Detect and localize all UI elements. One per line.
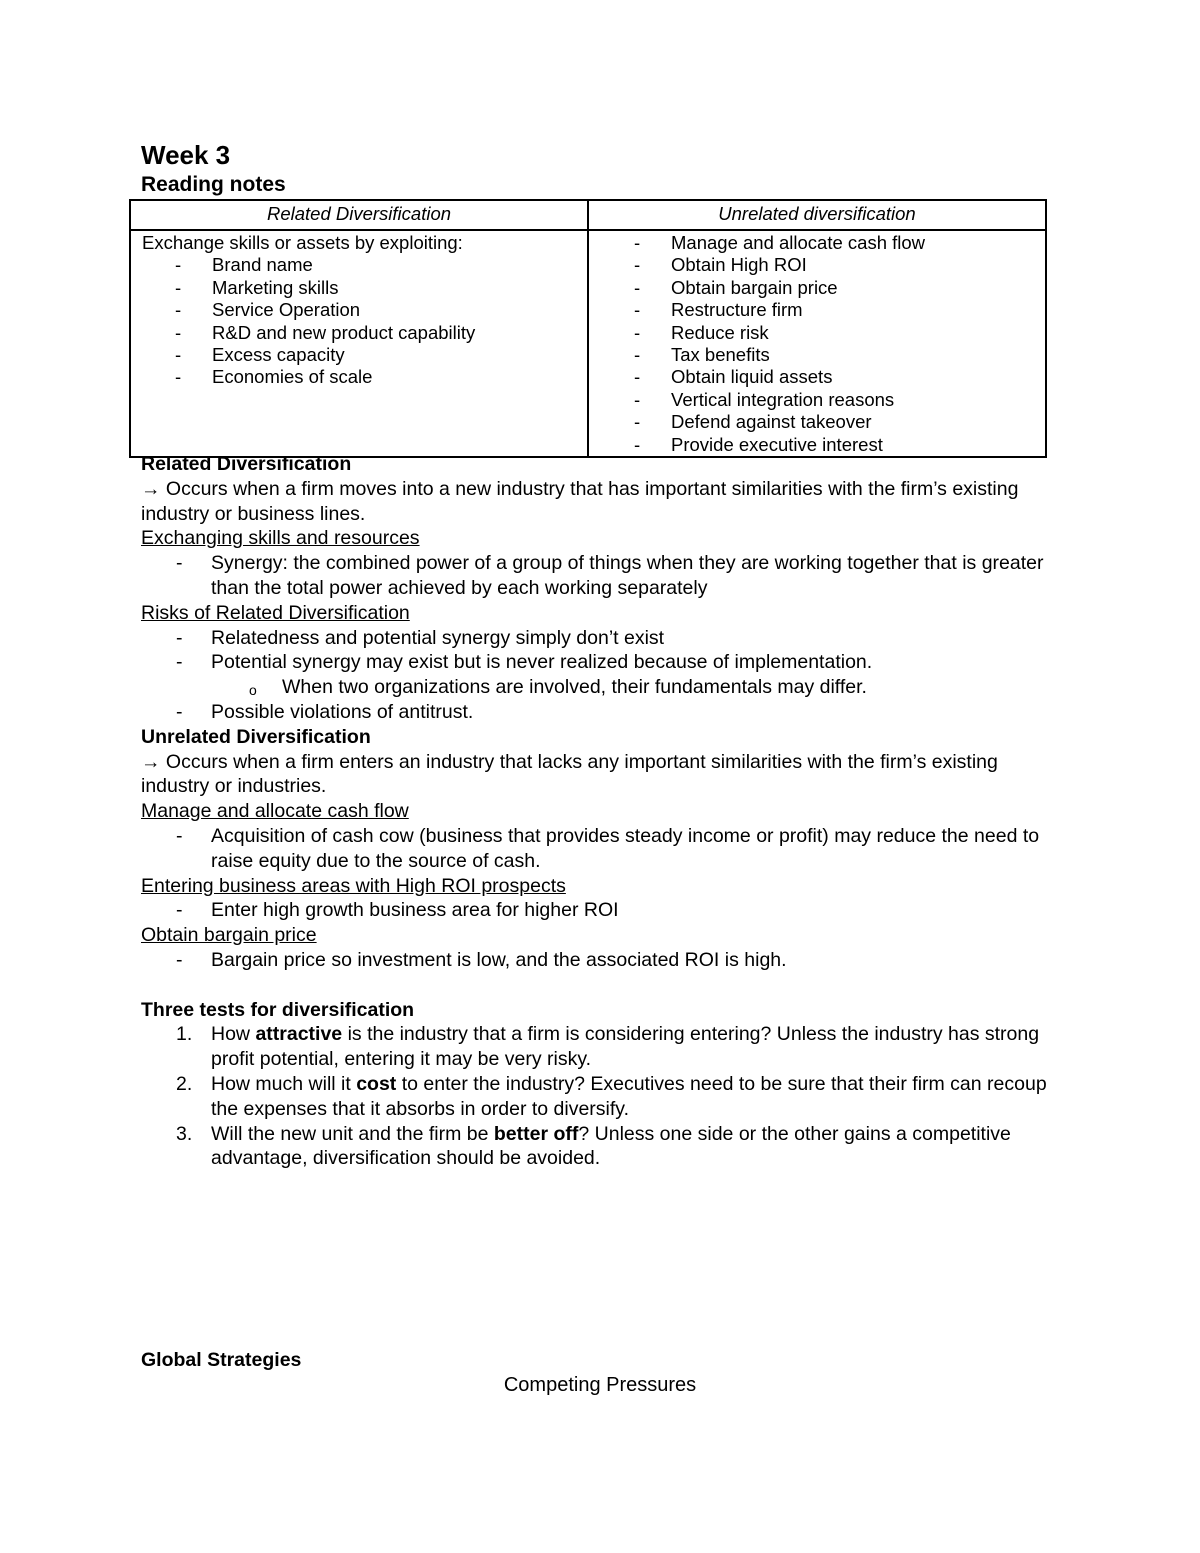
list-item: - Reduce risk: [634, 321, 769, 343]
section-subtitle: Reading notes: [141, 173, 286, 196]
related-subheading-synergy: Exchanging skills and resources: [141, 527, 420, 550]
list-item: - Manage and allocate cash flow: [634, 232, 926, 253]
list-item: - Potential synergy may exist but is never realized because of implementation.: [176, 651, 873, 674]
arrow-icon: →: [141, 750, 161, 773]
global-strategies-heading: Global Strategies: [141, 1349, 302, 1371]
list-item: - Service Operation: [175, 299, 361, 321]
table-header-related: Related Diversification: [130, 200, 588, 230]
related-heading: Related Diversification: [141, 453, 352, 475]
list-item: - Synergy: the combined power of a group of things when they are working together that is greater than the total power achieved by each working separately: [176, 552, 1044, 599]
unrelated-subheading-cash: Manage and allocate cash flow: [141, 800, 409, 823]
diversification-table: [129, 199, 1047, 458]
unrelated-definition: → Occurs when a firm enters an industry that lacks any important similarities with the firm’s existing industry or industries.: [141, 750, 998, 798]
notes-body: [141, 452, 1071, 1171]
list-item: - Obtain liquid assets: [634, 366, 833, 388]
unrelated-subheading-bargain: Obtain bargain price: [141, 924, 317, 947]
list-item: 2. How much will it cost to enter the industry? Executives need to be sure that their firm can recoup the expenses that it absorbs in order to diversify.: [176, 1072, 1047, 1120]
related-subheading-risks: Risks of Related Diversification: [141, 601, 410, 624]
list-item: - Defend against takeover: [634, 411, 872, 433]
list-item: o When two organizations are involved, their fundamentals may differ.: [141, 675, 1071, 700]
table-header-unrelated: Unrelated diversification: [588, 200, 1046, 230]
circle-bullet-icon: o: [249, 682, 257, 699]
related-intro: Exchange skills or assets by exploiting:: [142, 232, 463, 253]
list-item: - Restructure firm: [634, 299, 803, 321]
list-item: - Obtain High ROI: [634, 254, 807, 276]
list-item: - Enter high growth business area for higher ROI: [176, 899, 619, 922]
table-cell-related: [130, 230, 588, 457]
list-item: - Economies of scale: [175, 366, 373, 388]
list-item: 3. Will the new unit and the firm be better off? Unless one side or the other gains a competitive advantage, diversification should be avoided.: [176, 1122, 1011, 1170]
arrow-icon: →: [141, 477, 161, 500]
competing-pressures-title: Competing Pressures: [503, 1374, 697, 1396]
list-item: - Provide executive interest: [634, 433, 883, 455]
list-item: - Marketing skills: [175, 276, 339, 298]
table-cell-unrelated: [588, 230, 1046, 457]
unrelated-subheading-roi: Entering business areas with High ROI prospects: [141, 874, 566, 897]
related-definition: → Occurs when a firm moves into a new industry that has important similarities with the firm’s existing industry or business lines.: [141, 477, 1019, 525]
page-title: Week 3: [141, 140, 231, 170]
list-item: - R&D and new product capability: [175, 321, 476, 343]
list-item: 1. How attractive is the industry that a firm is considering entering? Unless the industry has strong profit potential, entering it may be very risky.: [176, 1023, 1040, 1071]
list-item: - Possible violations of antitrust.: [176, 700, 474, 723]
tests-heading: Three tests for diversification: [141, 998, 415, 1021]
unrelated-heading: Unrelated Diversification: [141, 725, 371, 748]
list-item: - Tax benefits: [634, 344, 770, 366]
list-item: - Obtain bargain price: [634, 276, 838, 298]
list-item: - Bargain price so investment is low, and the associated ROI is high.: [176, 948, 787, 971]
list-item: - Relatedness and potential synergy simply don’t exist: [176, 626, 665, 649]
list-item: - Acquisition of cash cow (business that provides steady income or profit) may reduce the need to raise equity due to the source of cash.: [176, 824, 1040, 872]
list-item: - Vertical integration reasons: [634, 388, 895, 410]
list-item: - Excess capacity: [175, 344, 345, 366]
list-item: - Brand name: [175, 254, 313, 276]
